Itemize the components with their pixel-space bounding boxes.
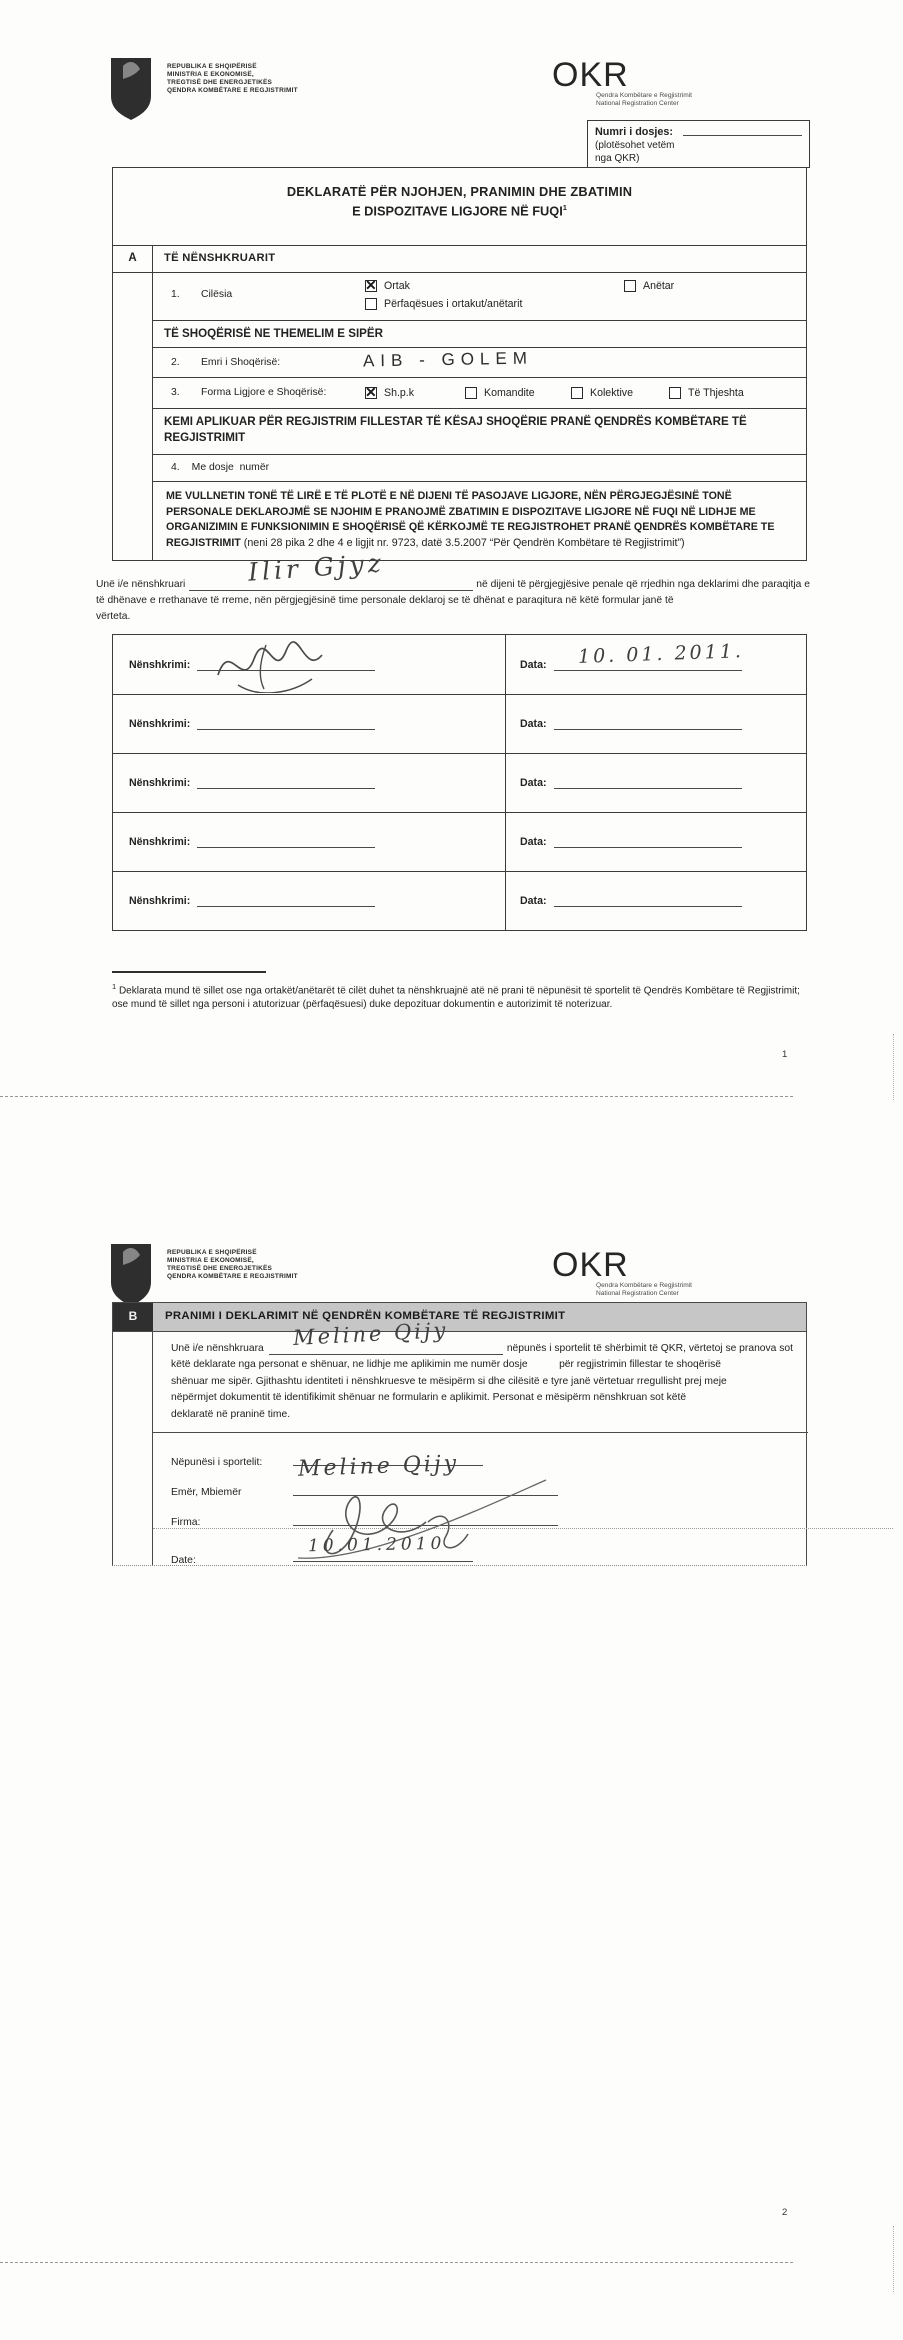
ministry-logo xyxy=(108,56,298,122)
clerk-date-handwriting: 10.01.2010 xyxy=(307,1533,446,1557)
dossier-number-blank[interactable] xyxy=(683,124,802,136)
form-title-line2 xyxy=(113,203,806,218)
declarant-name-handwriting: Ilir Gjyz xyxy=(247,548,386,587)
signature-scribble xyxy=(208,635,348,693)
footnote-ref: 1 xyxy=(112,982,117,991)
date-blank[interactable] xyxy=(554,718,742,730)
declaration-paragraph xyxy=(153,481,806,560)
signature-cell xyxy=(113,813,506,871)
option-ortak xyxy=(365,280,410,292)
field-cilesia-number: 1. xyxy=(171,289,180,300)
ministry-logo-line: MINISTRIA E EKONOMISË, xyxy=(167,1257,254,1264)
acceptance-paragraph xyxy=(171,1341,793,1423)
date-blank[interactable] xyxy=(554,895,742,907)
acceptance-divider xyxy=(153,1432,808,1433)
field-legal-form-number: 3. xyxy=(171,387,180,398)
form-title-line1: DEKLARATË PËR NJOHJEN, PRANIMIN DHE ZBATIMIN xyxy=(286,184,633,199)
section-a-heading: TË NËNSHKRUARIT xyxy=(164,252,276,264)
section-b-gutter xyxy=(113,1332,153,1565)
field-dossier-number: 4. xyxy=(171,462,180,473)
section-b-letter: B xyxy=(113,1303,153,1331)
option-perfaqesues xyxy=(365,298,522,310)
section-b-body xyxy=(112,1317,807,1566)
section-a-body xyxy=(113,272,806,560)
section-a-gutter xyxy=(113,273,153,560)
field-company-number: 2. xyxy=(171,357,180,368)
coat-of-arms-icon xyxy=(108,56,154,122)
footnote-rule xyxy=(112,971,266,973)
date-blank[interactable] xyxy=(554,777,742,789)
oath-suffix-line1: në dijeni të përgjegjësive penale që rrjedhin nga deklarimi dhe paraqitja e xyxy=(476,579,810,590)
dossier-number-label: Numri i dosjes: xyxy=(595,126,673,138)
signature-row xyxy=(113,812,806,871)
okr-subtitle-en: National Registration Center xyxy=(596,1289,679,1297)
field-firma-label: Firma: xyxy=(171,1517,201,1528)
coat-of-arms-icon xyxy=(108,1242,154,1308)
date-cell xyxy=(506,813,806,871)
option-shpk xyxy=(365,387,414,399)
okr-logo xyxy=(552,1248,692,1298)
checkbox-ortak-label: Ortak xyxy=(384,280,410,292)
checkbox-shpk-label: Sh.p.k xyxy=(384,387,415,399)
acceptance-line5: deklaratë në praninë time. xyxy=(171,1408,291,1420)
date-label: Data: xyxy=(520,658,547,671)
date-label: Data: xyxy=(520,777,547,789)
ministry-logo-text xyxy=(167,1242,298,1308)
date-label: Data: xyxy=(520,895,547,907)
field-company-label: Emri i Shoqërisë: xyxy=(201,357,281,368)
date-blank[interactable] xyxy=(554,836,742,848)
field-cilesia-row xyxy=(153,273,806,320)
signature-table xyxy=(112,634,807,931)
dossier-note-line2: nga QKR) xyxy=(595,153,640,164)
declaration-form-table xyxy=(112,167,807,561)
field-name-label: Emër, Mbiemër xyxy=(171,1487,242,1498)
okr-logo xyxy=(552,58,692,108)
okr-subtitle-sq: Qendra Kombëtare e Regjistrimit xyxy=(596,92,693,99)
checkbox-ortak[interactable] xyxy=(365,280,377,292)
signature-cell xyxy=(113,872,506,930)
okr-subtitles xyxy=(596,1282,692,1298)
title-footnote-ref: 1 xyxy=(562,203,567,212)
option-anetar xyxy=(624,280,674,292)
ministry-logo-line: QENDRA KOMBËTARE E REGJISTRIMIT xyxy=(167,1273,298,1280)
acceptance-line1-rest: nëpunës i sportelit të shërbimit të QKR, vërtetoj se pranova sot xyxy=(506,1343,793,1354)
signature-label: Nënshkrimi: xyxy=(129,895,191,907)
ministry-logo xyxy=(108,1242,298,1308)
footnote-text: Deklarata mund të sillet ose nga ortakët/anëtarët të cilët duhet ta nënshkruajnë atë në prani të nëpunësit të sportelit të Qendrës Kombëtare të Regjistrimit; ose mund të sillet nga personi i atutorizuar (përfaqësuesi) duke depozituar dokumentin e autorizimit të noterizuar. xyxy=(112,985,800,1011)
date-cell xyxy=(506,635,806,694)
signature-label: Nënshkrimi: xyxy=(129,836,191,848)
field-dossier-row xyxy=(153,454,806,481)
date-cell xyxy=(506,695,806,753)
oath-paragraph xyxy=(96,577,810,624)
signature-blank[interactable] xyxy=(197,895,375,907)
checkbox-anetar[interactable] xyxy=(624,280,636,292)
page-number-1: 1 xyxy=(782,1049,788,1060)
checkbox-te-thjeshta[interactable] xyxy=(669,387,681,399)
section-a-letter: A xyxy=(113,246,153,272)
dossier-number-note xyxy=(595,139,802,165)
scan-artifact-mark xyxy=(893,1034,894,1100)
signature-cell xyxy=(113,635,506,694)
field-cilesia-label: Cilësia xyxy=(201,289,233,300)
option-komandite xyxy=(465,387,535,399)
field-clerk-label: Nëpunësi i sportelit: xyxy=(171,1457,263,1468)
ministry-logo-line: TREGTISË DHE ENERGJETIKËS xyxy=(167,1265,273,1272)
signature-blank[interactable] xyxy=(197,777,375,789)
checkbox-komandite[interactable] xyxy=(465,387,477,399)
oath-line3: vërteta. xyxy=(96,610,131,622)
date-cell xyxy=(506,754,806,812)
field-legal-form-row xyxy=(153,377,806,408)
checkbox-kolektive-label: Kolektive xyxy=(590,387,633,399)
signature-cell xyxy=(113,754,506,812)
checkbox-kolektive[interactable] xyxy=(571,387,583,399)
date-label: Data: xyxy=(520,836,547,848)
date-handwriting: 10. 01. 2011. xyxy=(577,640,745,668)
signature-label: Nënshkrimi: xyxy=(129,777,191,789)
signature-blank[interactable] xyxy=(197,718,375,730)
okr-subtitle-en: National Registration Center xyxy=(596,99,679,107)
clerk-name-handwriting: Meline Qijy xyxy=(292,1317,449,1351)
oath-line2: të dhënave e rrethanave të rreme, nën përgjegjësinë time personale deklaroj se të dhënat e paraqitura në këtë formular janë të xyxy=(96,594,674,606)
date-label: Data: xyxy=(520,718,547,730)
acceptance-line3: shënuar me sipër. Gjithashtu identiteti i nënshkruesve te mësipërm si dhe cilësitë e tyre janë vërtetuar rregullisht prej meje xyxy=(171,1375,727,1387)
field-date-label: Date: xyxy=(171,1555,196,1566)
subheading-applied: KEMI APLIKUAR PËR REGJISTRIM FILLESTAR TË KËSAJ SHOQËRIE PRANË QENDRËS KOMBËTARE TË REGJISTRIMIT xyxy=(153,408,806,454)
footnote xyxy=(112,980,812,1012)
dossier-number-box xyxy=(587,120,810,168)
field-legal-form-label: Forma Ligjore e Shoqërisë: xyxy=(201,387,327,398)
field-company-name-row xyxy=(153,347,806,377)
okr-subtitles xyxy=(596,92,692,108)
ministry-logo-line: TREGTISË DHE ENERGJETIKËS xyxy=(167,79,273,86)
ministry-logo-line: MINISTRIA E EKONOMISË, xyxy=(167,71,254,78)
ministry-logo-line: REPUBLIKA E SHQIPËRISË xyxy=(167,1249,257,1256)
declaration-bold-text: ME VULLNETIN TONË TË LIRË E TË PLOTË E NË DIJENI TË PASOJAVE LIGJORE, NËN PËRGJEGJËSINË TONË PERSONALE DEKLAROJMË SE NJOHIM E PRANOJMË ZBATIMIN E DISPOZITAVE LIGJORE NË FUQI NË LIDHJE ME ORGANIZIMIN E FUNKSIONIMIN E SHOQËRISË QË KËRKOJMË TE REGJISTROHET PRANË QENDRËS KOMBËTARE TE REGJISTRIMIT xyxy=(166,490,775,549)
dossier-note-line1: (plotësohet vetëm xyxy=(595,140,675,151)
acceptance-prefix: Unë i/e nënshkruara xyxy=(171,1343,264,1354)
option-te-thjeshta xyxy=(669,387,744,399)
clerk-name-field-handwriting: Meline Qijy xyxy=(297,1451,460,1482)
okr-wordmark: OKR xyxy=(552,1246,629,1284)
checkbox-shpk[interactable] xyxy=(365,387,377,399)
signature-blank[interactable] xyxy=(197,836,375,848)
signature-label: Nënshkrimi: xyxy=(129,718,191,730)
signature-row xyxy=(113,635,806,694)
scan-artifact-mark xyxy=(893,2226,894,2292)
ministry-logo-text xyxy=(167,56,298,122)
company-name-handwriting: AIB - GOLEM xyxy=(362,348,534,371)
signature-row xyxy=(113,871,806,930)
acceptance-line1 xyxy=(171,1341,793,1357)
checkbox-anetar-label: Anëtar xyxy=(643,280,675,292)
subheading-company: TË SHOQËRISË NE THEMELIM E SIPËR xyxy=(153,320,806,347)
date-cell xyxy=(506,872,806,930)
ministry-logo-line: REPUBLIKA E SHQIPËRISË xyxy=(167,63,257,70)
okr-wordmark: OKR xyxy=(552,56,629,94)
signature-row xyxy=(113,753,806,812)
acceptance-line4: nëpërmjet dokumentit të identifikimit shënuar ne formularin e aplikimit. Personat e mësipërm nënshkruan sot këtë xyxy=(171,1392,687,1404)
signature-label: Nënshkrimi: xyxy=(129,658,191,671)
oath-line1 xyxy=(96,577,810,593)
option-kolektive xyxy=(571,387,633,399)
field-dossier-label: Me dosje numër xyxy=(191,462,270,473)
form-title-line2-text: E DISPOZITAVE LIGJORE NË FUQI xyxy=(352,203,563,219)
acceptance-line2: këtë deklarate nga personat e shënuar, ne lidhje me aplikimin me numër dosje për regjistrimin fillestar te shoqërisë xyxy=(171,1359,722,1371)
checkbox-perfaqesues-label: Përfaqësues i ortakut/anëtarit xyxy=(384,298,523,310)
page-number-2: 2 xyxy=(782,2207,788,2218)
page-separator xyxy=(0,2262,793,2263)
signature-cell xyxy=(113,695,506,753)
checkbox-te-thjeshta-label: Të Thjeshta xyxy=(688,387,744,399)
declaration-normal-text: (neni 28 pika 2 dhe 4 e ligjit nr. 9723, datë 3.5.2007 “Për Qendrën Kombëtare të Regjistrimit”) xyxy=(240,536,685,549)
section-b-heading: PRANIMI I DEKLARIMIT NË QENDRËN KOMBËTARE TË REGJISTRIMIT xyxy=(153,1303,806,1331)
ministry-logo-line: QENDRA KOMBËTARE E REGJISTRIMIT xyxy=(167,87,298,94)
section-b-header xyxy=(112,1302,807,1332)
section-a-row xyxy=(113,245,806,272)
form-title xyxy=(113,168,806,245)
signature-row xyxy=(113,694,806,753)
page-separator xyxy=(0,1096,793,1097)
checkbox-komandite-label: Komandite xyxy=(484,387,535,399)
checkbox-perfaqesues[interactable] xyxy=(365,298,377,310)
oath-prefix: Unë i/e nënshkruari xyxy=(96,579,186,590)
okr-subtitle-sq: Qendra Kombëtare e Regjistrimit xyxy=(596,1282,693,1289)
